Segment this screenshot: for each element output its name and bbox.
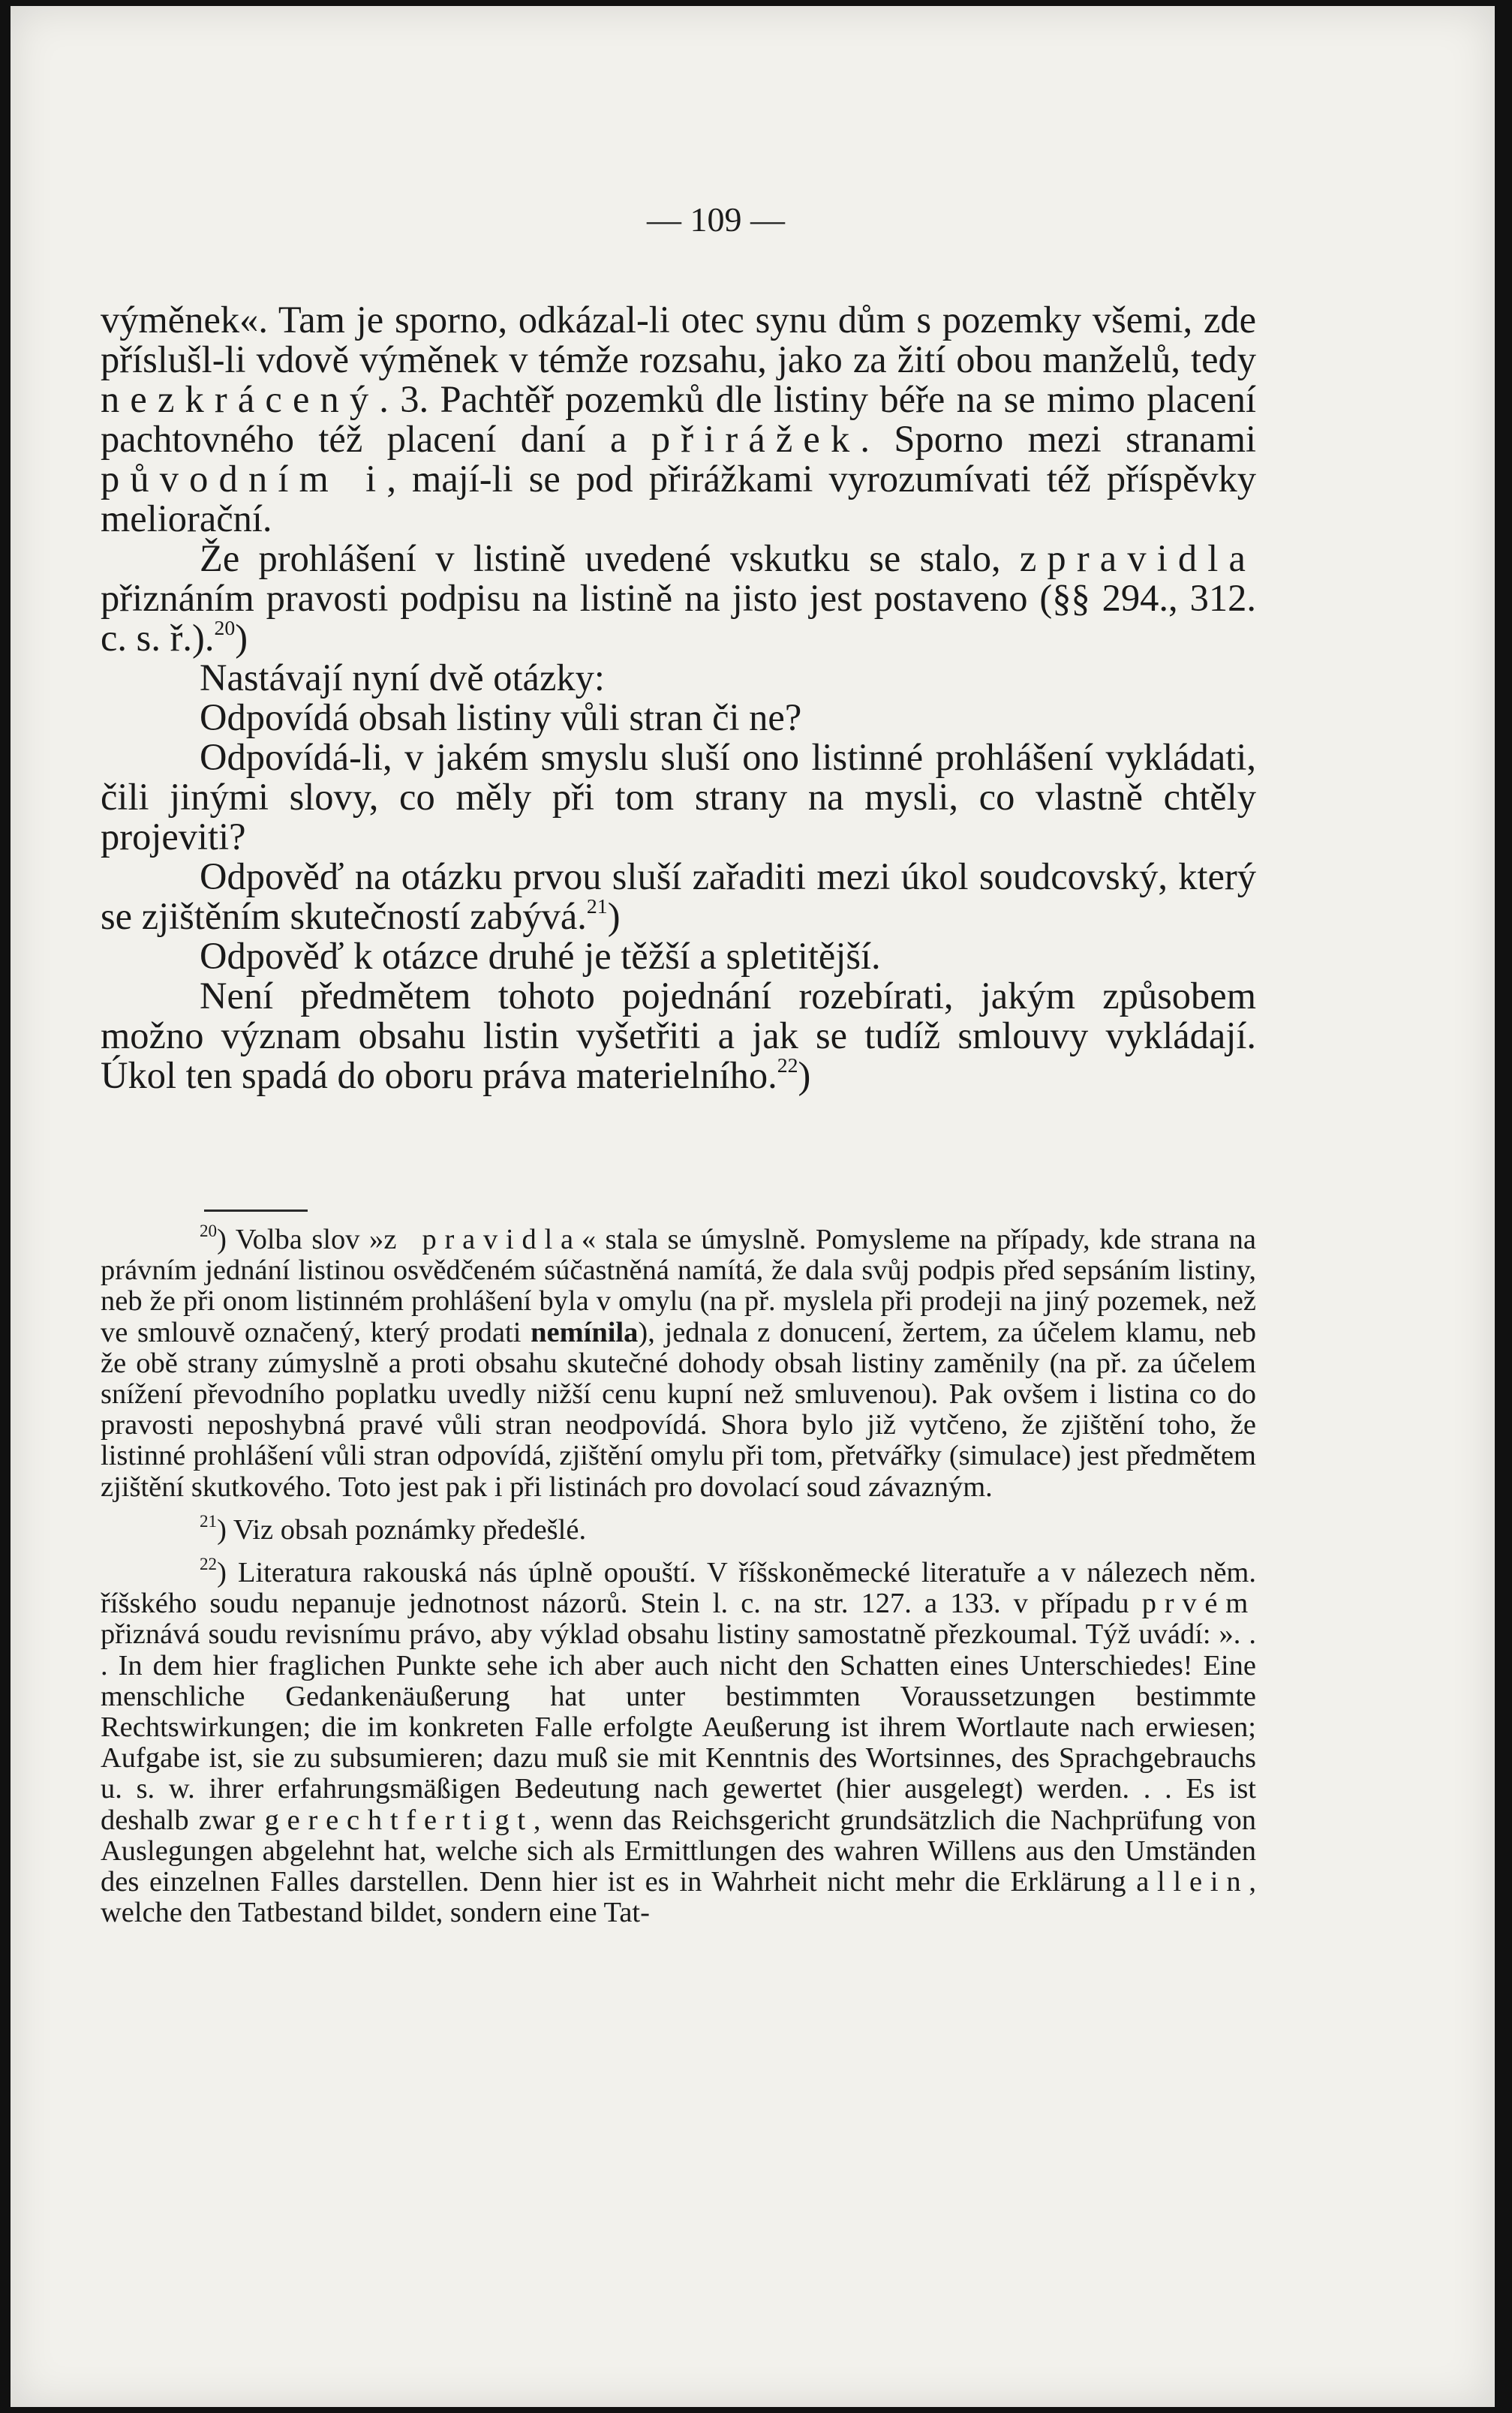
text-run: ): [798, 1054, 811, 1096]
text-run: « stala se úmyslně. Pomysleme na případy, kde strana na právním jednání listinou osvědčeném súčastněná namítá, že dala svůj podpis před sepsáním listiny, neb že při onom listinném prohlášení byla v omylu (na př. myslela při prodeji na jiný pozemek, než ve smlouvě označený, který prodati: [101, 1224, 1256, 1348]
paragraph-7: Odpověď k otázce druhé je těžší a spletitější.: [200, 935, 881, 977]
paragraph-2: [101, 539, 1256, 658]
text-run: ), jednala z donucení, žertem, za účelem klamu, neb že obě strany zúmyslně a proti obsahu skutečné dohody obsah listiny zaměnily (na př. za účelem snížení převodního poplatku uvedly nižší cenu kupní než smluvenou). Pak ovšem i listina co do pravosti neposhybná pravé vůli stran neodpovídá. Shora bylo již vytčeno, že zjištění toho, že listinné prohlášení vůli stran odpovídá, zjištění omylu při tom, přetvářky (simulace) jest předmětem zjištění skutkového. Toto jest pak i při listinách pro dovolací soud závazným.: [101, 1316, 1257, 1503]
text-run: ): [607, 895, 621, 937]
footnote-marker: 20: [200, 1220, 218, 1240]
text-run: . 3. Pachtěř pozemků dle listiny béře na se mimo placení pachtovného též placení daní a: [101, 378, 1256, 460]
main-text: [101, 300, 1256, 1185]
emphasis: přirážek: [651, 418, 861, 460]
text-run: Že prohlášení v listině uvedené vskutku se stalo,: [200, 537, 1001, 579]
footnote-22: [101, 1553, 1257, 1929]
emphasis: původním i: [101, 458, 387, 500]
text-run: přiznáním pravosti podpisu na listině na jisto jest postaveno (§§ 294., 312. c. s. ř.).: [101, 577, 1256, 659]
paragraph-3: Nastávají nyní dvě otázky:: [200, 657, 605, 699]
paragraph-8: [101, 976, 1256, 1095]
paragraph-6: [101, 857, 1256, 936]
text-run: ) Literatura rakouská nás úplně opouští. V říšskoněmecké literatuře a v nálezech něm. říšského soudu nepanuje jednotnost názorů. Stein l. c. na str. 127. a 133. v případu: [101, 1557, 1256, 1620]
text-run: výměnek«. Tam je sporno, odkázal-li otec synu dům s pozemky všemi, zde příslušl-li vdově výměnek v témže rozsahu, jako za žití obou manželů, tedy: [101, 299, 1256, 380]
emphasis: nemínila: [531, 1316, 639, 1348]
emphasis: gerechtfertigt: [264, 1804, 534, 1836]
page-number: — 109 —: [647, 200, 785, 239]
text-run: přiznává soudu revisnímu právo, aby výklad obsahu listiny samostatně přezkoumal. Týž uvádí: ». . . In dem hier fraglichen Punkte sehe ich aber auch nicht den Schatten eines Unterschiedes! Eine menschliche Gedankenäußerung hat unter bestimmten Voraussetzungen bestimmte Rechtswirkungen; die im konkreten Falle erfolgte Aeußerung ist ihrem Wortlaute nach erwiesen; Aufgabe ist, sie zu subsumieren; dazu muß sie mit Kenntnis des Wortsinnes, des Sprachgebrauchs u. s. w. ihrer erfahrungsmäßigen Bedeutung nach gewertet (hier ausgelegt) werden. . . Es ist deshalb zwar: [101, 1618, 1256, 1836]
text-run: Odpověď na otázku prvou sluší zařaditi mezi úkol soudcovský, který se zjištěním skutečností zabývá.: [101, 855, 1256, 937]
emphasis: allein: [1136, 1866, 1249, 1898]
emphasis: zpravidla: [1019, 537, 1257, 579]
footnote-21: [101, 1510, 1256, 1546]
footnote-ref-20: 20: [214, 617, 236, 641]
footnote-ref-22: 22: [777, 1054, 798, 1078]
footnote-marker: 21: [200, 1510, 218, 1531]
footnotes: [101, 1220, 1257, 2290]
emphasis: prvém: [1141, 1588, 1257, 1620]
text-run: , wenn das Reichsgericht grundsätzlich die Nachprüfung von Auslegungen abgelehnt hat, welche sich als Ermittlungen des wahren Willens aus den Umständen des einzelnen Falles darstellen. Denn hier ist es in Wahrheit nicht mehr die Erklärung: [101, 1804, 1256, 1898]
text-run: ): [235, 617, 248, 659]
paragraph-4: Odpovídá obsah listiny vůli stran či ne?: [200, 696, 802, 738]
footnote-marker: 22: [200, 1553, 218, 1573]
text-run: ) Viz obsah poznámky předešlé.: [217, 1513, 587, 1546]
footnote-20: [101, 1220, 1257, 1503]
text-run: Není předmětem tohoto pojednání rozebírati, jakým způsobem možno význam obsahu listin vyšetřiti a jak se tudíž smlouvy vykládají. Úkol ten spadá do oboru práva materielního.: [101, 975, 1256, 1096]
book-page: [11, 6, 1495, 2407]
footnote-ref-21: 21: [586, 895, 608, 919]
paragraph-1: [101, 300, 1256, 539]
text-run: , mají-li se pod přirážkami vyrozumívati též příspěvky meliorační.: [101, 458, 1256, 539]
emphasis: z pravidla: [383, 1224, 582, 1255]
paragraph-5: Odpovídá-li, v jakém smyslu sluší ono listinné prohlášení vykládati, čili jinými slovy, co měly při tom strany na mysli, co vlastně chtěly projeviti?: [101, 736, 1256, 858]
emphasis: nezkrácený: [101, 378, 380, 420]
footnote-divider: [204, 1210, 308, 1212]
text-run: , welche den Tatbestand bildet, sondern eine Tat-: [101, 1866, 1257, 1929]
text-run: ) Volba slov »: [217, 1224, 384, 1255]
text-run: . Sporno mezi stranami: [860, 418, 1257, 460]
